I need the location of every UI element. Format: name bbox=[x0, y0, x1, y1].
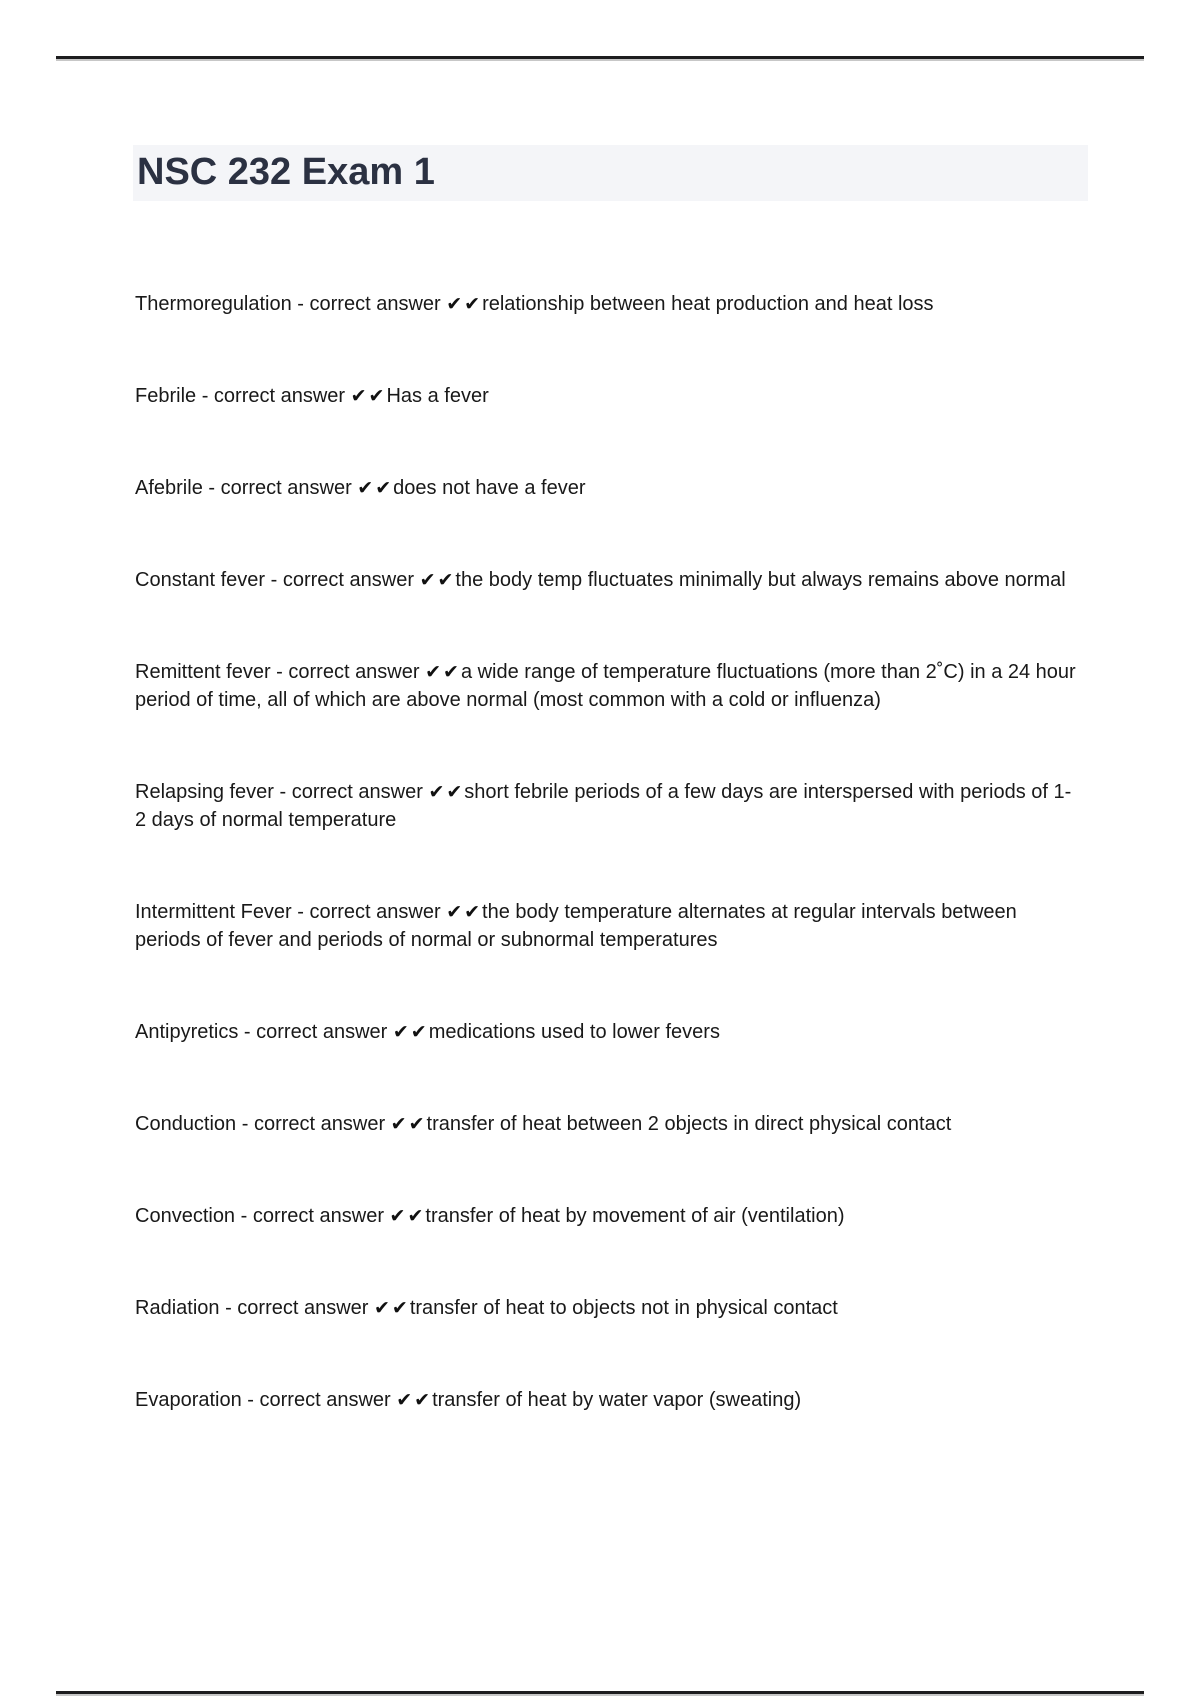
qa-item bbox=[135, 658, 1080, 714]
term: Conduction bbox=[135, 1113, 237, 1135]
term: Convection bbox=[135, 1205, 236, 1227]
separator-text: - correct answer bbox=[291, 293, 447, 315]
double-checkmark-icon: ✔✔ bbox=[446, 901, 483, 923]
bottom-rule bbox=[56, 1691, 1144, 1694]
qa-item bbox=[135, 566, 1080, 594]
double-checkmark-icon: ✔✔ bbox=[419, 569, 456, 591]
double-checkmark-icon: ✔✔ bbox=[389, 1205, 426, 1227]
separator-text: - correct answer bbox=[265, 569, 420, 591]
answer: transfer of heat to objects not in physical contact bbox=[409, 1297, 838, 1319]
double-checkmark-icon: ✔✔ bbox=[374, 1297, 410, 1319]
separator-text: - correct answer bbox=[236, 1113, 391, 1135]
page-title: NSC 232 Exam 1 bbox=[133, 145, 1088, 201]
answer: the body temperature alternates at regular intervals between periods of fever and periods of normal or subnormal temperatures bbox=[135, 901, 1017, 951]
term: Febrile bbox=[135, 385, 197, 407]
separator-text: - correct answer bbox=[202, 477, 358, 499]
answer: medications used to lower fevers bbox=[428, 1021, 720, 1043]
term: Thermoregulation bbox=[135, 293, 292, 315]
separator-text: - correct answer bbox=[241, 1389, 397, 1411]
top-rule bbox=[56, 56, 1144, 59]
qa-item bbox=[135, 382, 1080, 410]
qa-item bbox=[135, 290, 1080, 318]
answer: short febrile periods of a few days are interspersed with periods of 1-2 days of normal temperature bbox=[135, 781, 1072, 831]
separator-text: - correct answer bbox=[235, 1205, 390, 1227]
answer: Has a fever bbox=[386, 385, 489, 407]
qa-item bbox=[135, 898, 1080, 954]
term: Relapsing fever bbox=[135, 781, 274, 803]
qa-list bbox=[135, 290, 1080, 1478]
answer: a wide range of temperature fluctuations (more than 2˚C) in a 24 hour period of time, all of which are above normal (most common with a cold or influenza) bbox=[135, 661, 1076, 711]
double-checkmark-icon: ✔✔ bbox=[350, 385, 387, 407]
qa-item bbox=[135, 1294, 1080, 1322]
answer: relationship between heat production and heat loss bbox=[482, 293, 934, 315]
qa-item bbox=[135, 1018, 1080, 1046]
term: Radiation bbox=[135, 1297, 220, 1319]
qa-item bbox=[135, 1110, 1080, 1138]
separator-text: - correct answer bbox=[219, 1297, 374, 1319]
separator-text: - correct answer bbox=[270, 661, 426, 683]
answer: transfer of heat between 2 objects in direct physical contact bbox=[426, 1113, 952, 1135]
double-checkmark-icon: ✔✔ bbox=[396, 1389, 433, 1411]
answer: does not have a fever bbox=[393, 477, 586, 499]
double-checkmark-icon: ✔✔ bbox=[428, 781, 465, 803]
answer: transfer of heat by movement of air (ventilation) bbox=[425, 1205, 845, 1227]
separator-text: - correct answer bbox=[273, 781, 429, 803]
answer: transfer of heat by water vapor (sweating) bbox=[432, 1389, 802, 1411]
qa-item bbox=[135, 778, 1080, 834]
qa-item bbox=[135, 1202, 1080, 1230]
double-checkmark-icon: ✔✔ bbox=[446, 293, 483, 315]
term: Remittent fever bbox=[135, 661, 271, 683]
double-checkmark-icon: ✔✔ bbox=[390, 1113, 427, 1135]
term: Evaporation bbox=[135, 1389, 242, 1411]
double-checkmark-icon: ✔✔ bbox=[357, 477, 394, 499]
double-checkmark-icon: ✔✔ bbox=[425, 661, 461, 683]
separator-text: - correct answer bbox=[238, 1021, 393, 1043]
qa-item bbox=[135, 474, 1080, 502]
term: Intermittent Fever bbox=[135, 901, 292, 923]
term: Afebrile bbox=[135, 477, 203, 499]
separator-text: - correct answer bbox=[196, 385, 351, 407]
separator-text: - correct answer bbox=[291, 901, 447, 923]
qa-item bbox=[135, 1386, 1080, 1414]
answer: the body temp fluctuates minimally but always remains above normal bbox=[455, 569, 1066, 591]
double-checkmark-icon: ✔✔ bbox=[392, 1021, 429, 1043]
term: Constant fever bbox=[135, 569, 266, 591]
term: Antipyretics bbox=[135, 1021, 239, 1043]
